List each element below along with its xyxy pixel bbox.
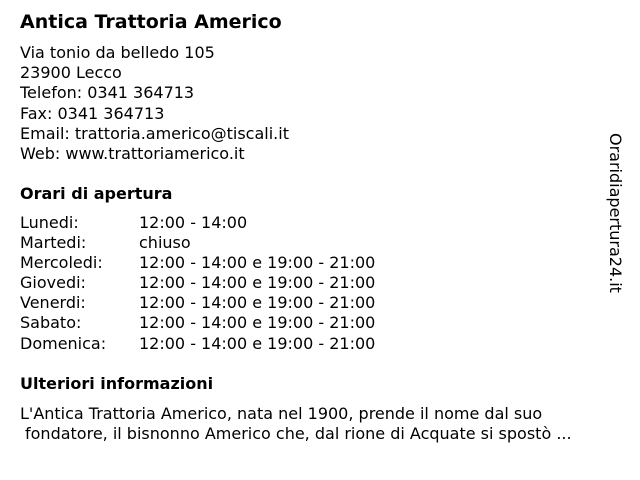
hours-day: Venerdi: xyxy=(20,293,86,313)
watermark-text: Oraridiapertura24.it xyxy=(606,133,625,293)
info-line: fondatore, il bisnonno Americo che, dal rione di Acquate si spostò ... xyxy=(25,424,572,443)
hours-time: 12:00 - 14:00 e 19:00 - 21:00 xyxy=(139,253,376,273)
hours-time: 12:00 - 14:00 e 19:00 - 21:00 xyxy=(139,293,376,313)
email-line: Email: trattoria.americo@tiscali.it xyxy=(20,123,289,143)
address-line: Via tonio da belledo 105 xyxy=(20,43,215,62)
web-line: Web: www.trattoriamerico.it xyxy=(20,144,245,164)
hours-time: 12:00 - 14:00 e 19:00 - 21:00 xyxy=(139,273,376,293)
hours-time: 12:00 - 14:00 e 19:00 - 21:00 xyxy=(139,333,376,353)
additional-info-text xyxy=(20,404,630,444)
hours-day: Mercoledi: xyxy=(20,253,103,273)
hours-time: 12:00 - 14:00 e 19:00 - 21:00 xyxy=(139,313,376,333)
hours-day: Sabato: xyxy=(20,313,82,333)
site-watermark xyxy=(606,133,639,313)
contact-block xyxy=(20,43,289,164)
hours-day: Giovedi: xyxy=(20,273,86,293)
hours-time: chiuso xyxy=(139,233,191,253)
city-line: 23900 Lecco xyxy=(20,63,122,83)
info-line: L'Antica Trattoria Americo, nata nel 1900, prende il nome dal suo xyxy=(20,404,543,423)
phone-line: Telefon: 0341 364713 xyxy=(20,83,195,103)
hours-day: Domenica: xyxy=(20,333,107,353)
hours-day: Lunedi: xyxy=(20,213,79,232)
fax-line: Fax: 0341 364713 xyxy=(20,103,165,123)
hours-time: 12:00 - 14:00 xyxy=(139,213,248,232)
additional-info-heading: Ulteriori informazioni xyxy=(20,374,214,393)
opening-hours-heading: Orari di apertura xyxy=(20,184,173,203)
hours-day: Martedi: xyxy=(20,233,87,253)
restaurant-name: Antica Trattoria Americo xyxy=(20,11,282,33)
